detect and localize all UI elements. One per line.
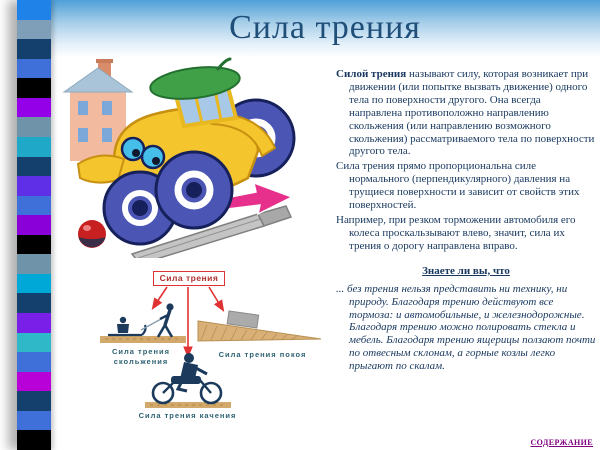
paragraph-example: Например, при резком торможении автомобиля его колеса проскальзывают влево, значит, сила их трения о дорогу направлена вправо. [336, 213, 576, 252]
diagram-root-box [153, 271, 225, 286]
label-rolling-friction: Сила трения качения [138, 411, 237, 420]
car-illustration-svg [60, 56, 332, 258]
sled-scene [100, 303, 186, 343]
title-band [50, 0, 600, 58]
friction-types-diagram [95, 268, 327, 428]
car-illustration [60, 56, 332, 258]
incline-scene [198, 311, 321, 341]
middle-wheel [156, 152, 232, 228]
page-title: Сила трения [229, 9, 421, 46]
label-sliding-friction: Сила трения скольжения [112, 347, 170, 366]
paragraph-proportionality: Сила трения прямо пропорциональна силе нормального (перпендикулярного) давления на трущиеся поверхности и зависит от свойств этих поверхностей. [336, 160, 580, 212]
label-static-friction: Сила трения покоя [218, 350, 307, 359]
contents-link[interactable]: СОДЕРЖАНИЕ [530, 438, 593, 447]
diagram-arrows [153, 287, 223, 356]
red-ball [78, 220, 106, 248]
did-you-know-heading: Знаете ли вы, что [422, 264, 510, 277]
did-you-know-text: ... без трения нельзя представить ни технику, ни природу. Благодаря трению действуют все тормоза: и автомобильные, и железнодорожные. Благодаря трению можно полировать стекла и мебель. Благодаря трению ящерицы ползают почти по отвесным склонам, а горные козлы легко прыгают по скалам. [336, 282, 596, 373]
decorative-stripe [17, 0, 51, 450]
paragraph-lead: Силой трения [336, 68, 407, 80]
paragraph-definition: Силой трения называют силу, которая возникает при движении (или попытке вызвать движение) одного тела по поверхности другого. Она всегда направлена противоположно направлению скольжения (или направлению возможного скольжения) рассматриваемого тела по поверхности другого тела. [336, 68, 595, 158]
body-text-column [336, 68, 596, 373]
diagram-root-label: Сила трения [159, 273, 219, 283]
